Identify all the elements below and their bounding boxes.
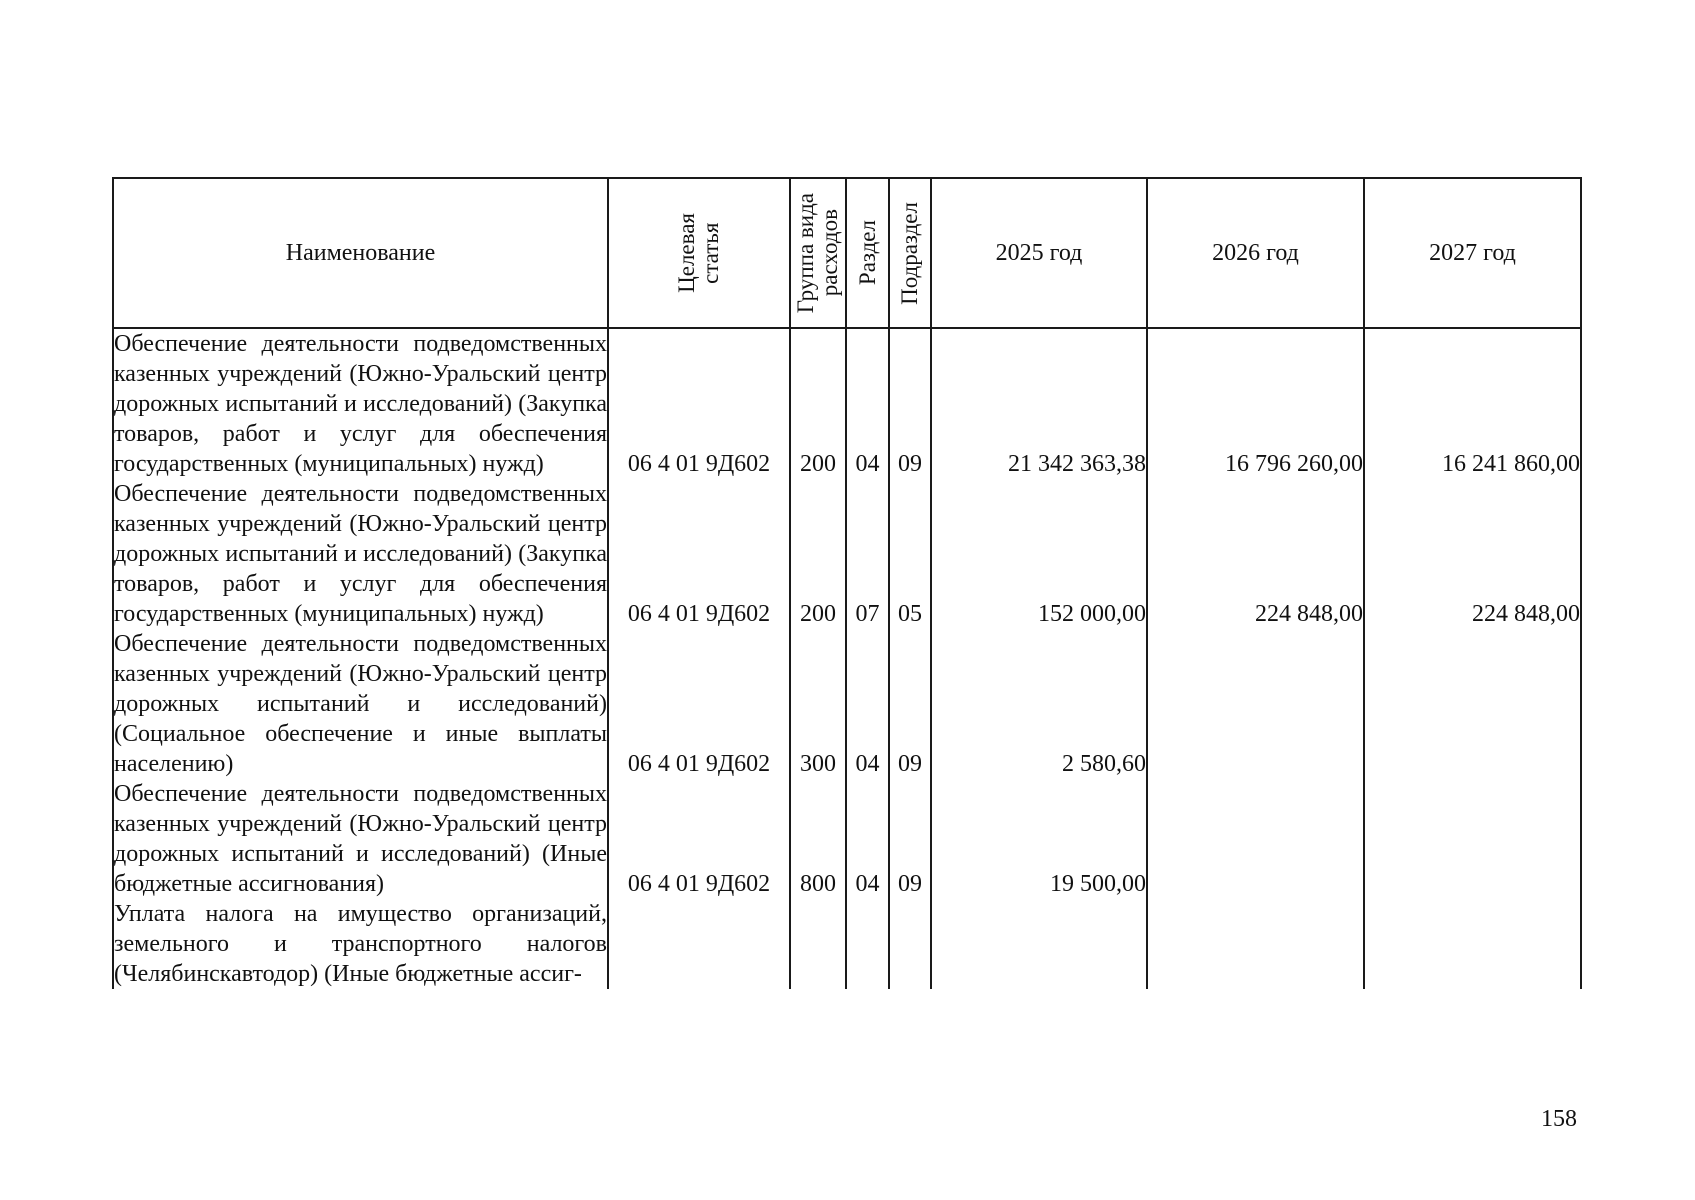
row-name: Обеспечение деятельности подведомственных казенных учреждений (Южно-Уральский центр дорожных испытаний и исследований) (Закупка товаров, работ и услуг для обеспечения государственных (муниципальных) нужд) — [114, 481, 607, 627]
row-2026 — [1147, 899, 1364, 989]
table-row — [113, 328, 1581, 479]
row-2026: 224 848,00 — [1147, 479, 1364, 629]
row-2027: 224 848,00 — [1364, 479, 1581, 629]
table-row — [113, 899, 1581, 989]
header-2027: 2027 год — [1364, 178, 1581, 328]
row-2025: 2 580,60 — [931, 629, 1147, 779]
row-subsection: 05 — [889, 479, 931, 629]
row-name: Обеспечение деятельности подведомственных казенных учреждений (Южно-Уральский центр дорожных испытаний и исследований) (Иные бюджетные ассигнования) — [114, 781, 607, 897]
row-section — [846, 899, 889, 989]
page-number: 158 — [1541, 1106, 1577, 1132]
row-2026: 16 796 260,00 — [1147, 328, 1364, 479]
header-expense-group-label: Группа вида расходов — [793, 192, 842, 314]
row-2025: 19 500,00 — [931, 779, 1147, 899]
row-section: 04 — [846, 629, 889, 779]
row-section: 04 — [846, 779, 889, 899]
row-subsection — [889, 899, 931, 989]
row-2027 — [1364, 779, 1581, 899]
row-2027 — [1364, 899, 1581, 989]
row-target: 06 4 01 9Д602 — [608, 328, 790, 479]
row-target: 06 4 01 9Д602 — [608, 479, 790, 629]
header-target-label: Целевая статья — [674, 213, 723, 293]
header-section-label: Раздел — [854, 220, 880, 286]
row-group: 200 — [790, 328, 846, 479]
header-2025: 2025 год — [931, 178, 1147, 328]
header-2026: 2026 год — [1147, 178, 1364, 328]
row-group: 300 — [790, 629, 846, 779]
row-2025 — [931, 899, 1147, 989]
table-row — [113, 479, 1581, 629]
header-name: Наименование — [113, 178, 608, 328]
row-target: 06 4 01 9Д602 — [608, 629, 790, 779]
row-2025: 152 000,00 — [931, 479, 1147, 629]
header-section — [846, 178, 889, 328]
table-header-row — [113, 178, 1581, 328]
row-2027 — [1364, 629, 1581, 779]
row-name: Уплата налога на имущество организаций, земельного и транспортного налогов (Челябинскавтодор) (Иные бюджетные ассиг- — [114, 901, 607, 987]
table-row — [113, 629, 1581, 779]
row-2026 — [1147, 779, 1364, 899]
row-target — [608, 899, 790, 989]
row-name: Обеспечение деятельности подведомственных казенных учреждений (Южно-Уральский центр дорожных испытаний и исследований) (Закупка товаров, работ и услуг для обеспечения государственных (муниципальных) нужд) — [113, 328, 608, 479]
row-subsection: 09 — [889, 629, 931, 779]
header-expense-group — [790, 178, 846, 328]
row-target: 06 4 01 9Д602 — [608, 779, 790, 899]
row-group: 800 — [790, 779, 846, 899]
row-subsection: 09 — [889, 779, 931, 899]
row-section: 07 — [846, 479, 889, 629]
row-group — [790, 899, 846, 989]
header-subsection — [889, 178, 931, 328]
table-row — [113, 779, 1581, 899]
row-group: 200 — [790, 479, 846, 629]
row-2027: 16 241 860,00 — [1364, 328, 1581, 479]
header-target — [608, 178, 790, 328]
row-2026 — [1147, 629, 1364, 779]
row-subsection: 09 — [889, 328, 931, 479]
header-subsection-label: Подраздел — [897, 201, 922, 305]
row-name: Обеспечение деятельности подведомственных казенных учреждений (Южно-Уральский центр дорожных испытаний и исследований) (Социальное обеспечение и иные выплаты населению) — [114, 631, 607, 777]
row-2025: 21 342 363,38 — [931, 328, 1147, 479]
budget-table — [112, 177, 1582, 989]
row-section: 04 — [846, 328, 889, 479]
